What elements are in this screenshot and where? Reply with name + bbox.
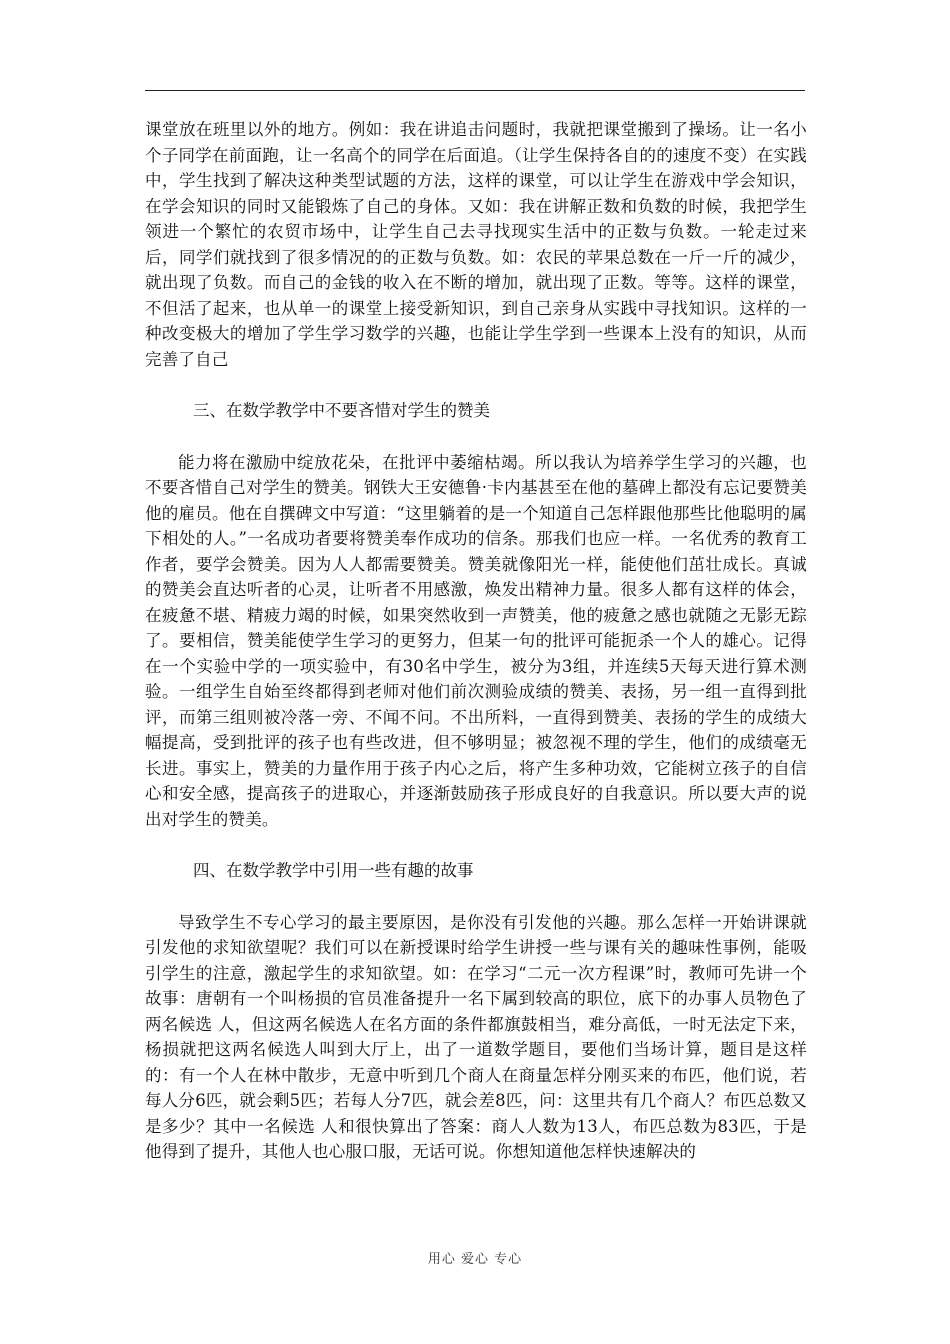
paragraph-gap — [145, 372, 807, 398]
section-heading-3: 三、在数学教学中不要吝惜对学生的赞美 — [193, 401, 490, 420]
paragraph-stories: 导致学生不专心学习的最主要原因，是你没有引发他的兴趣。那么怎样一开始讲课就引发他的求知欲望呢？我们可以在新授课时给学生讲授一些与课有关的趣味性事例，能吸引学生的注意，激起学生的求知欲望。如：在学习“二元一次方程课”时，教师可先讲一个故事：唐朝有一个叫杨损的官员准备提升一名下属到较高的职位，底下的办事人员物色了两名候选 人，但这两名候选人在名方面的条件都旗鼓相当，难分高低，一时无法定下来，杨损就把这两名候选人叫到大厅上，出了一道数学题目，要他们当场计算，题目是这样的：有一个人在林中散步，无意中听到几个商人在商量怎样分刚买来的布匹，他们说，若每人分6匹，就会剩5匹；若每人分7匹，就会差8匹，问：这里共有几个商人？布匹总数又是多少？其中一名候选 人和很快算出了答案：商人人数为13人，布匹总数为83匹，于是他得到了提升，其他人也心服口服，无话可说。你想知道他怎样快速解决的 — [145, 912, 807, 1161]
paragraph-gap — [145, 832, 807, 858]
document-body — [145, 117, 807, 1165]
header-rule — [145, 90, 805, 91]
paragraph-continuation: 课堂放在班里以外的地方。例如：我在讲追击问题时，我就把课堂搬到了操场。让一名小个子同学在前面跑，让一名高个的同学在后面追。（让学生保持各自的的速度不变）在实践中，学生找到了解决这种类型试题的方法，这样的课堂，可以让学生在游戏中学会知识，在学会知识的同时又能锻炼了自己的身体。又如：我在讲解正数和负数的时候，我把学生领进一个繁忙的农贸市场中，让学生自己去寻找现实生活中的正数与负数。一轮走过来后，同学们就找到了很多情况的的正数与负数。如：农民的苹果总数在一斤一斤的减少，就出现了负数。而自己的金钱的收入在不断的增加，就出现了正数。等等。这样的课堂，不但活了起来，也从单一的课堂上接受新知识，到自己亲身从实践中寻找知识。这样的一种改变极大的增加了学生学习数学的兴趣，也能让学生学到一些课本上没有的知识，从而完善了自己 — [145, 120, 807, 369]
section-heading-4: 四、在数学教学中引用一些有趣的故事 — [193, 861, 474, 880]
paragraph-gap — [145, 884, 807, 910]
page-footer: 用心 爱心 专心 — [427, 1252, 523, 1267]
paragraph-praise: 能力将在激励中绽放花朵，在批评中萎缩枯竭。所以我认为培养学生学习的兴趣，也不要吝惜自己对学生的赞美。钢铁大王安德鲁·卡内基甚至在他的墓碑上都没有忘记要赞美他的雇员。他在自撰碑文中写道：“这里躺着的是一个知道自己怎样跟他那些比他聪明的属下相处的人。”一名成功者要将赞美奉作成功的信条。那我们也应一样。一名优秀的教育工作者，要学会赞美。因为人人都需要赞美。赞美就像阳光一样，能使他们茁壮成长。真诚的赞美会直达听者的心灵，让听者不用感激，焕发出精神力量。很多人都有这样的体会，在疲惫不堪、精疲力竭的时候，如果突然收到一声赞美，他的疲惫之感也就随之无影无踪了。要相信，赞美能使学生学习的更努力，但某一句的批评可能扼杀一个人的雄心。记得在一个实验中学的一项实验中，有30名中学生，被分为3组，并连续5天每天进行算术测验。一组学生自始至终都得到老师对他们前次测验成绩的赞美、表扬，另一组一直得到批评，而第三组则被冷落一旁、不闻不问。不出所料，一直得到赞美、表扬的学生的成绩大幅提高，受到批评的孩子也有些改进，但不够明显；被忽视不理的学生，他们的成绩毫无长进。事实上，赞美的力量作用于孩子内心之后，将产生多种功效，它能树立孩子的自信心和安全感，提高孩子的进取心，并逐渐鼓励孩子形成良好的自我意识。所以要大声的说出对学生的赞美。 — [145, 452, 807, 829]
paragraph-gap — [145, 424, 807, 450]
